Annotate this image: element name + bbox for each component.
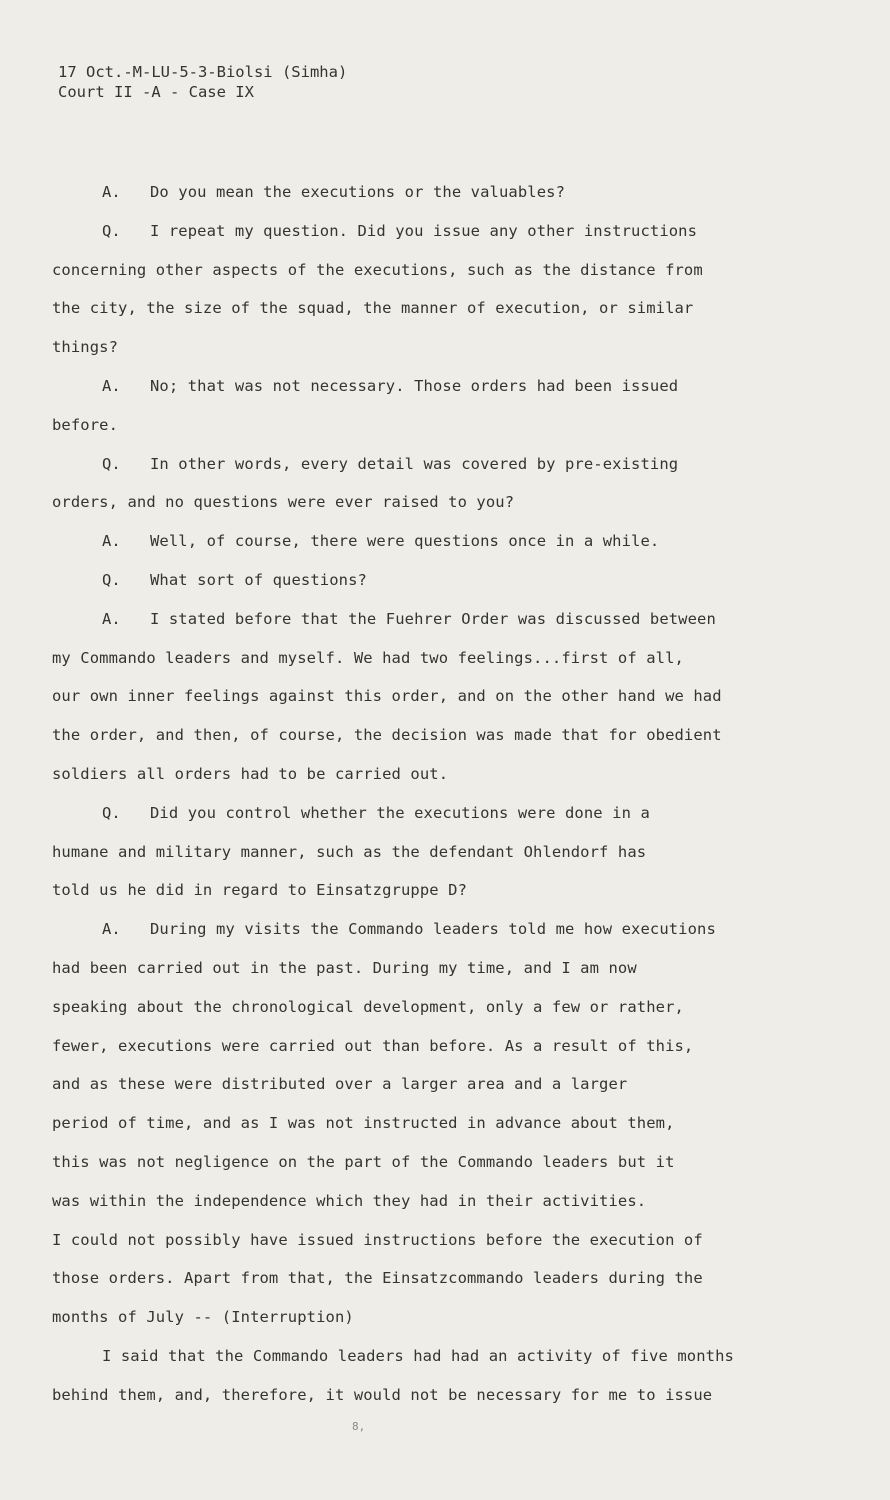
transcript-line [52, 298, 772, 337]
transcript-qa-line [52, 570, 772, 609]
transcript-qa-line [52, 609, 772, 648]
transcript-line [52, 880, 772, 919]
header-case-reference: 17 Oct.-M-LU-5-3-Biolsi (Simha) [58, 63, 348, 81]
speaker-label: Q. [102, 221, 121, 240]
transcript-line [52, 648, 772, 687]
transcript-line [52, 492, 772, 531]
line-text: had been carried out in the past. During my time, and I am now [52, 958, 637, 977]
line-text: was within the independence which they had in their activities. [52, 1191, 647, 1210]
line-text: the city, the size of the squad, the manner of execution, or similar [52, 299, 694, 318]
transcript-line [52, 764, 772, 803]
line-text: orders, and no questions were ever raised to you? [52, 493, 515, 512]
line-text: During my visits the Commando leaders told me how executions [150, 920, 716, 939]
transcript-line [52, 337, 772, 376]
transcript-qa-line [52, 221, 772, 260]
line-text: those orders. Apart from that, the Einsatzcommando leaders during the [52, 1269, 703, 1288]
transcript-qa-line [52, 919, 772, 958]
transcript-line [52, 842, 772, 881]
line-text: and as these were distributed over a larger area and a larger [52, 1075, 628, 1094]
transcript-qa-line [52, 803, 772, 842]
transcript-line [52, 260, 772, 299]
transcript-line [52, 1191, 772, 1230]
transcript-qa-line [52, 182, 772, 221]
line-text: our own inner feelings against this order, and on the other hand we had [52, 687, 722, 706]
transcript-body [52, 182, 772, 1424]
line-text: fewer, executions were carried out than before. As a result of this, [52, 1036, 694, 1055]
transcript-line [52, 958, 772, 997]
transcript-line [52, 1346, 772, 1385]
line-text: months of July -- (Interruption) [52, 1308, 354, 1327]
line-text: behind them, and, therefore, it would not be necessary for me to issue [52, 1385, 713, 1404]
line-text: I stated before that the Fuehrer Order was discussed between [150, 609, 716, 628]
transcript-qa-line [52, 531, 772, 570]
line-text: What sort of questions? [150, 570, 367, 589]
transcript-line [52, 725, 772, 764]
line-text: this was not negligence on the part of the Commando leaders but it [52, 1152, 675, 1171]
speaker-label: Q. [102, 454, 121, 473]
transcript-line [52, 997, 772, 1036]
line-text: concerning other aspects of the executions, such as the distance from [52, 260, 703, 279]
line-text: speaking about the chronological development, only a few or rather, [52, 997, 684, 1016]
page-number: 8, [352, 1420, 366, 1433]
transcript-line [52, 1230, 772, 1269]
transcript-line [52, 1113, 772, 1152]
line-text: before. [52, 415, 119, 434]
speaker-label: Q. [102, 570, 121, 589]
line-text: In other words, every detail was covered by pre-existing [150, 454, 679, 473]
line-text: I said that the Commando leaders had had an activity of five months [102, 1346, 734, 1365]
line-text: the order, and then, of course, the decision was made that for obedient [52, 726, 722, 745]
transcript-line [52, 1074, 772, 1113]
line-text: soldiers all orders had to be carried out. [52, 764, 449, 783]
speaker-label: A. [102, 920, 121, 939]
line-text: I could not possibly have issued instructions before the execution of [52, 1230, 703, 1249]
line-text: Do you mean the executions or the valuables? [150, 183, 565, 201]
transcript-qa-line [52, 376, 772, 415]
transcript-qa-line [52, 454, 772, 493]
transcript-line [52, 1268, 772, 1307]
line-text: things? [52, 338, 119, 357]
line-text: period of time, and as I was not instructed in advance about them, [52, 1114, 675, 1133]
line-text: Did you control whether the executions were done in a [150, 803, 650, 822]
line-text: Well, of course, there were questions once in a while. [150, 532, 660, 551]
speaker-label: A. [102, 609, 121, 628]
line-text: humane and military manner, such as the defendant Ohlendorf has [52, 842, 647, 861]
line-text: I repeat my question. Did you issue any other instructions [150, 221, 698, 240]
transcript-line [52, 415, 772, 454]
transcript-line [52, 686, 772, 725]
speaker-label: A. [102, 183, 121, 201]
speaker-label: A. [102, 376, 121, 395]
line-text: told us he did in regard to Einsatzgruppe D? [52, 881, 467, 900]
transcript-line [52, 1152, 772, 1191]
line-text: my Commando leaders and myself. We had two feelings...first of all, [52, 648, 684, 667]
header-court-case: Court II -A - Case IX [58, 83, 254, 101]
speaker-label: Q. [102, 803, 121, 822]
transcript-line [52, 1036, 772, 1075]
transcript-line [52, 1307, 772, 1346]
transcript-line [52, 1385, 772, 1424]
document-header [58, 62, 347, 102]
line-text: No; that was not necessary. Those orders had been issued [150, 376, 679, 395]
speaker-label: A. [102, 532, 121, 551]
